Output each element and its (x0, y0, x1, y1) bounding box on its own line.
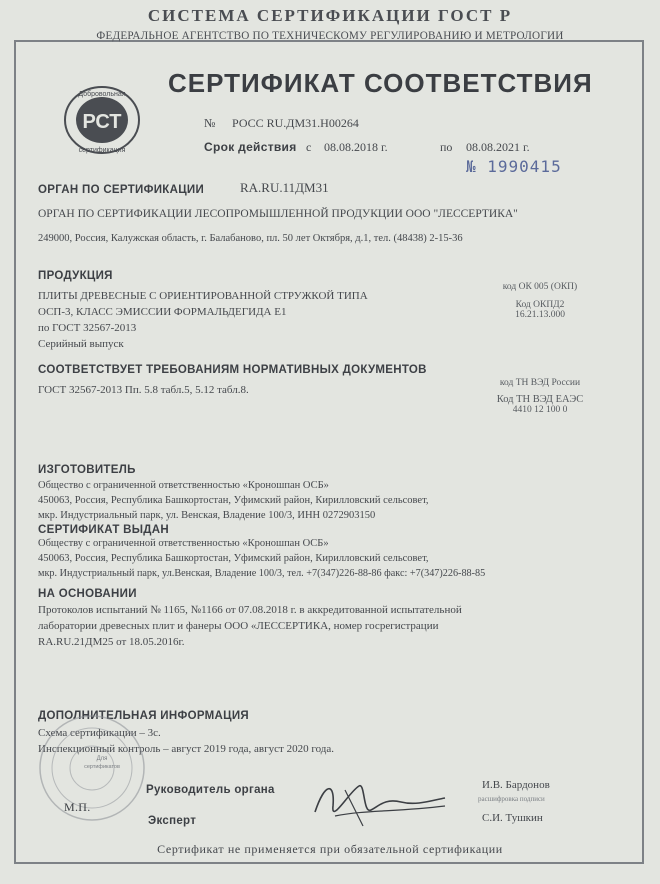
signature-icon (305, 772, 455, 832)
issued-line-3: мкр. Индустриальный парк, ул.Венская, Владение 100/3, тел. +7(347)226-88-86 факс: +7(347)226-88-85 (38, 568, 486, 579)
product-code-box (480, 282, 600, 320)
organ-code: RA.RU.11ДМ31 (240, 180, 329, 195)
requirements-text: ГОСТ 32567-2013 Пп. 5.8 табл.5, 5.12 табл.8. (38, 384, 249, 396)
product-line-2: ОСП-3, КЛАСС ЭМИССИИ ФОРМАЛЬДЕГИДА Е1 (38, 306, 287, 318)
basis-line-2: лаборатории древесных плит и фанеры ООО «ЛЕССЕРТИКА, номер госрегистрации (38, 620, 439, 632)
organ-label: ОРГАН ПО СЕРТИФИКАЦИИ (38, 184, 205, 196)
validity-to-prefix: по (440, 140, 453, 154)
manufacturer-line-3: мкр. Индустриальный парк, ул. Венская, Владение 100/3, ИНН 0272903150 (38, 510, 376, 521)
product-code-kind: Код ОКПД2 (515, 300, 565, 310)
manufacturer-line-2: 450063, Россия, Республика Башкортостан, Уфимский район, Кирилловский сельсовет, (38, 495, 429, 506)
additional-line-1: Схема сертификации – 3с. (38, 727, 161, 739)
basis-line-3: RA.RU.21ДМ25 от 18.05.2016г. (38, 636, 185, 648)
additional-label: ДОПОЛНИТЕЛЬНАЯ ИНФОРМАЦИЯ (38, 710, 249, 722)
manufacturer-line-1: Общество с ограниченной ответственностью «Кроношпан ОСБ» (38, 480, 329, 491)
basis-label: НА ОСНОВАНИИ (38, 588, 137, 600)
seal-text-2: сертификатов (84, 764, 120, 770)
product-code-value: 16.21.13.000 (515, 310, 565, 320)
cert-number-prefix: № (204, 116, 216, 130)
expert-name: С.И. Тушкин (482, 812, 543, 824)
issued-line-1: Обществу с ограниченной ответственностью «Кроношпан ОСБ» (38, 538, 329, 549)
product-line-4: Серийный выпуск (38, 338, 124, 350)
footer-note: Сертификат не применяется при обязательной сертификации (157, 842, 503, 856)
product-line-1: ПЛИТЫ ДРЕВЕСНЫЕ С ОРИЕНТИРОВАННОЙ СТРУЖКОЙ ТИПА (38, 290, 368, 302)
logo-top-text: Добровольная (78, 91, 126, 98)
certificate-title: СЕРТИФИКАТ СООТВЕТСТВИЯ (168, 68, 593, 98)
product-line-3: по ГОСТ 32567-2013 (38, 322, 137, 334)
requirements-code-box (480, 378, 600, 415)
expert-label: Эксперт (148, 815, 197, 827)
logo-letters: РСТ (82, 111, 122, 133)
head-name: И.В. Бардонов (482, 779, 550, 791)
requirements-code-kind: Код ТН ВЭД ЕАЭС (496, 394, 584, 405)
requirements-code-value: 4410 12 100 0 (512, 405, 568, 415)
validity-to-date: 08.08.2021 г. (466, 140, 530, 154)
requirements-code-label: код ТН ВЭД России (499, 378, 581, 388)
system-title: СИСТЕМА СЕРТИФИКАЦИИ ГОСТ Р (147, 6, 513, 25)
validity-from-date: 08.08.2018 г. (324, 140, 388, 154)
manufacturer-label: ИЗГОТОВИТЕЛЬ (38, 464, 136, 476)
head-name-caption: расшифровка подписи (478, 795, 545, 803)
rst-logo-icon (62, 84, 142, 156)
validity-label: Срок действия (204, 140, 297, 154)
issued-label: СЕРТИФИКАТ ВЫДАН (38, 524, 170, 536)
organ-address: 249000, Россия, Калужская область, г. Балабаново, пл. 50 лет Октября, д.1, тел. (48438) 2-15-36 (38, 233, 463, 244)
additional-line-2: Инспекционный контроль – август 2019 года, август 2020 года. (38, 743, 334, 755)
basis-line-1: Протоколов испытаний № 1165, №1166 от 07.08.2018 г. в аккредитованной испытательной (38, 604, 462, 616)
product-code-label: код ОК 005 (ОКП) (502, 282, 578, 292)
product-label: ПРОДУКЦИЯ (38, 270, 113, 282)
issued-line-2: 450063, Россия, Республика Башкортостан, Уфимский район, Кирилловский сельсовет, (38, 553, 429, 564)
mp-label: М.П. (64, 800, 91, 814)
organ-name: ОРГАН ПО СЕРТИФИКАЦИИ ЛЕСОПРОМЫШЛЕННОЙ ПРОДУКЦИИ ООО "ЛЕССЕРТИКА" (38, 208, 518, 220)
agency-title: ФЕДЕРАЛЬНОЕ АГЕНТСТВО ПО ТЕХНИЧЕСКОМУ РЕГУЛИРОВАНИЮ И МЕТРОЛОГИИ (96, 30, 564, 42)
requirements-label: СООТВЕТСТВУЕТ ТРЕБОВАНИЯМ НОРМАТИВНЫХ ДОКУМЕНТОВ (38, 364, 427, 376)
cert-number: РОСС RU.ДМ31.Н00264 (232, 116, 359, 130)
logo-bottom-text: сертификация (78, 147, 126, 154)
head-label: Руководитель органа (146, 784, 275, 796)
seal-stamp-icon (36, 712, 148, 824)
validity-from-prefix: с (306, 140, 312, 154)
seal-text-1: Для (96, 756, 108, 762)
blank-number: № 1990415 (466, 157, 562, 176)
